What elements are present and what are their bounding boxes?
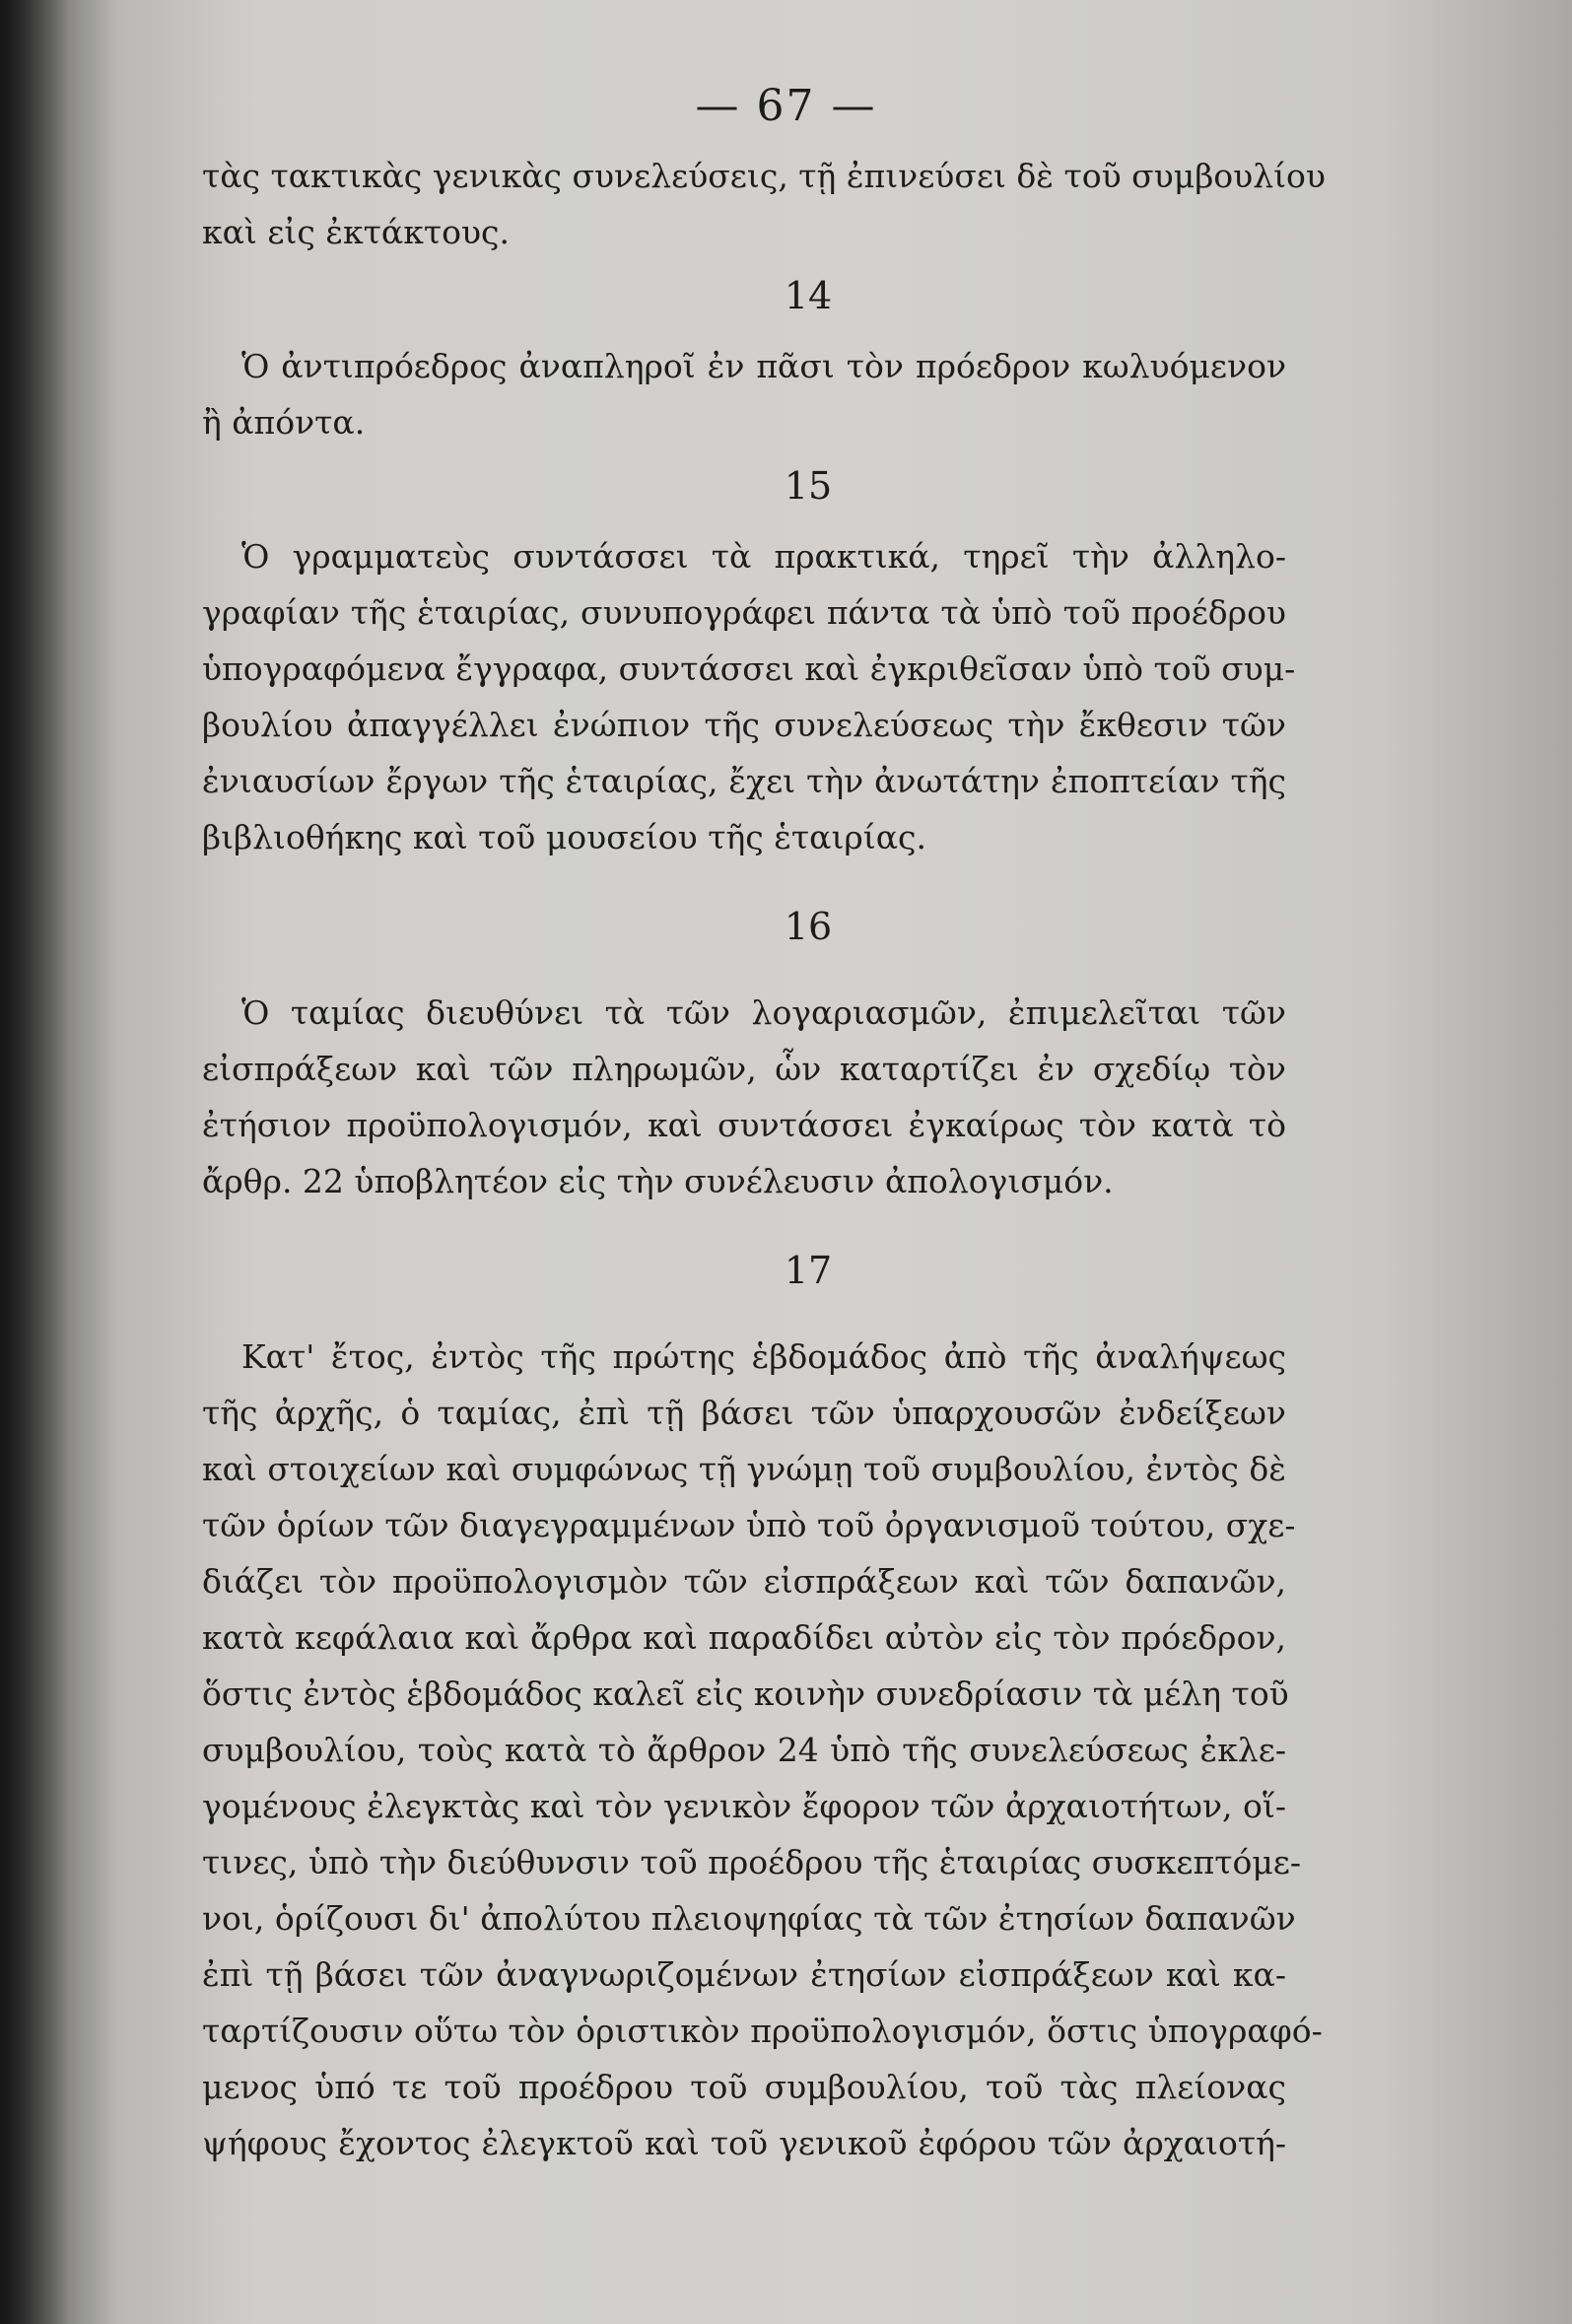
text-line: Ὁ ταμίας διευθύνει τὰ τῶν λογαριασμῶν, ἐπιμελεῖται τῶν — [241, 993, 1286, 1032]
text-line: νοι, ὁρίζουσι δι' ἀπολύτου πλειοψηφίας τὰ τῶν ἐτησίων δαπανῶν — [202, 1899, 1296, 1938]
text-line: ἢ ἀπόντα. — [202, 403, 366, 442]
text-line: ἐπὶ τῇ βάσει τῶν ἀναγνωριζομένων ἐτησίων εἰσπράξεων καὶ κα- — [202, 1955, 1286, 1994]
text-line: ψήφους ἔχοντος ἐλεγκτοῦ καὶ τοῦ γενικοῦ ἐφόρου τῶν ἀρχαιοτή- — [202, 2124, 1286, 2162]
text-line: κατὰ κεφάλαια καὶ ἄρθρα καὶ παραδίδει αὐτὸν εἰς τὸν πρόεδρον, — [202, 1618, 1286, 1657]
text-line: ὑπογραφόμενα ἔγγραφα, συντάσσει καὶ ἐγκριθεῖσαν ὑπὸ τοῦ συμ- — [202, 649, 1296, 688]
section-number: 17 — [784, 1249, 833, 1292]
section-number: 15 — [784, 464, 833, 508]
text-line: γομένους ἐλεγκτὰς καὶ τὸν γενικὸν ἔφορον τῶν ἀρχαιοτήτων, οἵ- — [202, 1787, 1286, 1825]
text-line: τῶν ὁρίων τῶν διαγεγραμμένων ὑπὸ τοῦ ὀργανισμοῦ τούτου, σχε- — [202, 1506, 1296, 1544]
page-number: — 67 — — [695, 81, 877, 131]
text-line: μενος ὑπό τε τοῦ προέδρου τοῦ συμβουλίου, τοῦ τὰς πλείονας — [202, 2068, 1286, 2106]
text-line: γραφίαν τῆς ἑταιρίας, συνυπογράφει πάντα τὰ ὑπὸ τοῦ προέδρου — [202, 593, 1286, 632]
text-line: βουλίου ἀπαγγέλλει ἐνώπιον τῆς συνελεύσεως τὴν ἔκθεσιν τῶν — [202, 706, 1286, 744]
text-line: τῆς ἀρχῆς, ὁ ταμίας, ἐπὶ τῇ βάσει τῶν ὑπαρχουσῶν ἐνδείξεων — [202, 1394, 1286, 1432]
text-line: συμβουλίου, τοὺς κατὰ τὸ ἄρθρον 24 ὑπὸ τῆς συνελεύσεως ἐκλε- — [202, 1731, 1286, 1769]
text-line: ταρτίζουσιν οὕτω τὸν ὁριστικὸν προϋπολογισμόν, ὅστις ὑπογραφό- — [202, 2012, 1323, 2050]
text-line: Ὁ γραμματεὺς συντάσσει τὰ πρακτικά, τηρεῖ τὴν ἀλληλο- — [241, 537, 1286, 576]
text-line: διάζει τὸν προϋπολογισμὸν τῶν εἰσπράξεων καὶ τῶν δαπανῶν, — [202, 1562, 1286, 1601]
text-line: εἰσπράξεων καὶ τῶν πληρωμῶν, ὧν καταρτίζει ἐν σχεδίῳ τὸν — [202, 1050, 1286, 1088]
text-line: τινες, ὑπὸ τὴν διεύθυνσιν τοῦ προέδρου τῆς ἑταιρίας συσκεπτόμε- — [202, 1843, 1302, 1881]
text-line: ὅστις ἐντὸς ἑβδομάδος καλεῖ εἰς κοινὴν συνεδρίασιν τὰ μέλη τοῦ — [202, 1675, 1289, 1713]
text-line: καὶ στοιχείων καὶ συμφώνως τῇ γνώμῃ τοῦ συμβουλίου, ἐντὸς δὲ — [202, 1450, 1286, 1488]
page-text — [202, 148, 1326, 2171]
text-line: Κατ' ἔτος, ἐντὸς τῆς πρώτης ἑβδομάδος ἀπὸ τῆς ἀναλήψεως — [241, 1337, 1286, 1376]
text-line: βιβλιοθήκης καὶ τοῦ μουσείου τῆς ἑταιρίας. — [202, 818, 926, 856]
text-line: ἄρθρ. 22 ὑποβλητέον εἰς τὴν συνέλευσιν ἀπολογισμόν. — [202, 1162, 1114, 1200]
text-line: Ὁ ἀντιπρόεδρος ἀναπληροῖ ἐν πᾶσι τὸν πρόεδρον κωλυόμενον — [241, 347, 1286, 385]
text-line: τὰς τακτικὰς γενικὰς συνελεύσεις, τῇ ἐπινεύσει δὲ τοῦ συμβουλίου — [202, 157, 1326, 195]
section-number: 16 — [784, 905, 833, 948]
text-line: καὶ εἰς ἐκτάκτους. — [202, 213, 511, 251]
text-line: ἐνιαυσίων ἔργων τῆς ἑταιρίας, ἔχει τὴν ἀνωτάτην ἐποπτείαν τῆς — [202, 762, 1286, 800]
text-line: ἐτήσιον προϋπολογισμόν, καὶ συντάσσει ἐγκαίρως τὸν κατὰ τὸ — [202, 1106, 1286, 1144]
section-number: 14 — [784, 274, 833, 317]
